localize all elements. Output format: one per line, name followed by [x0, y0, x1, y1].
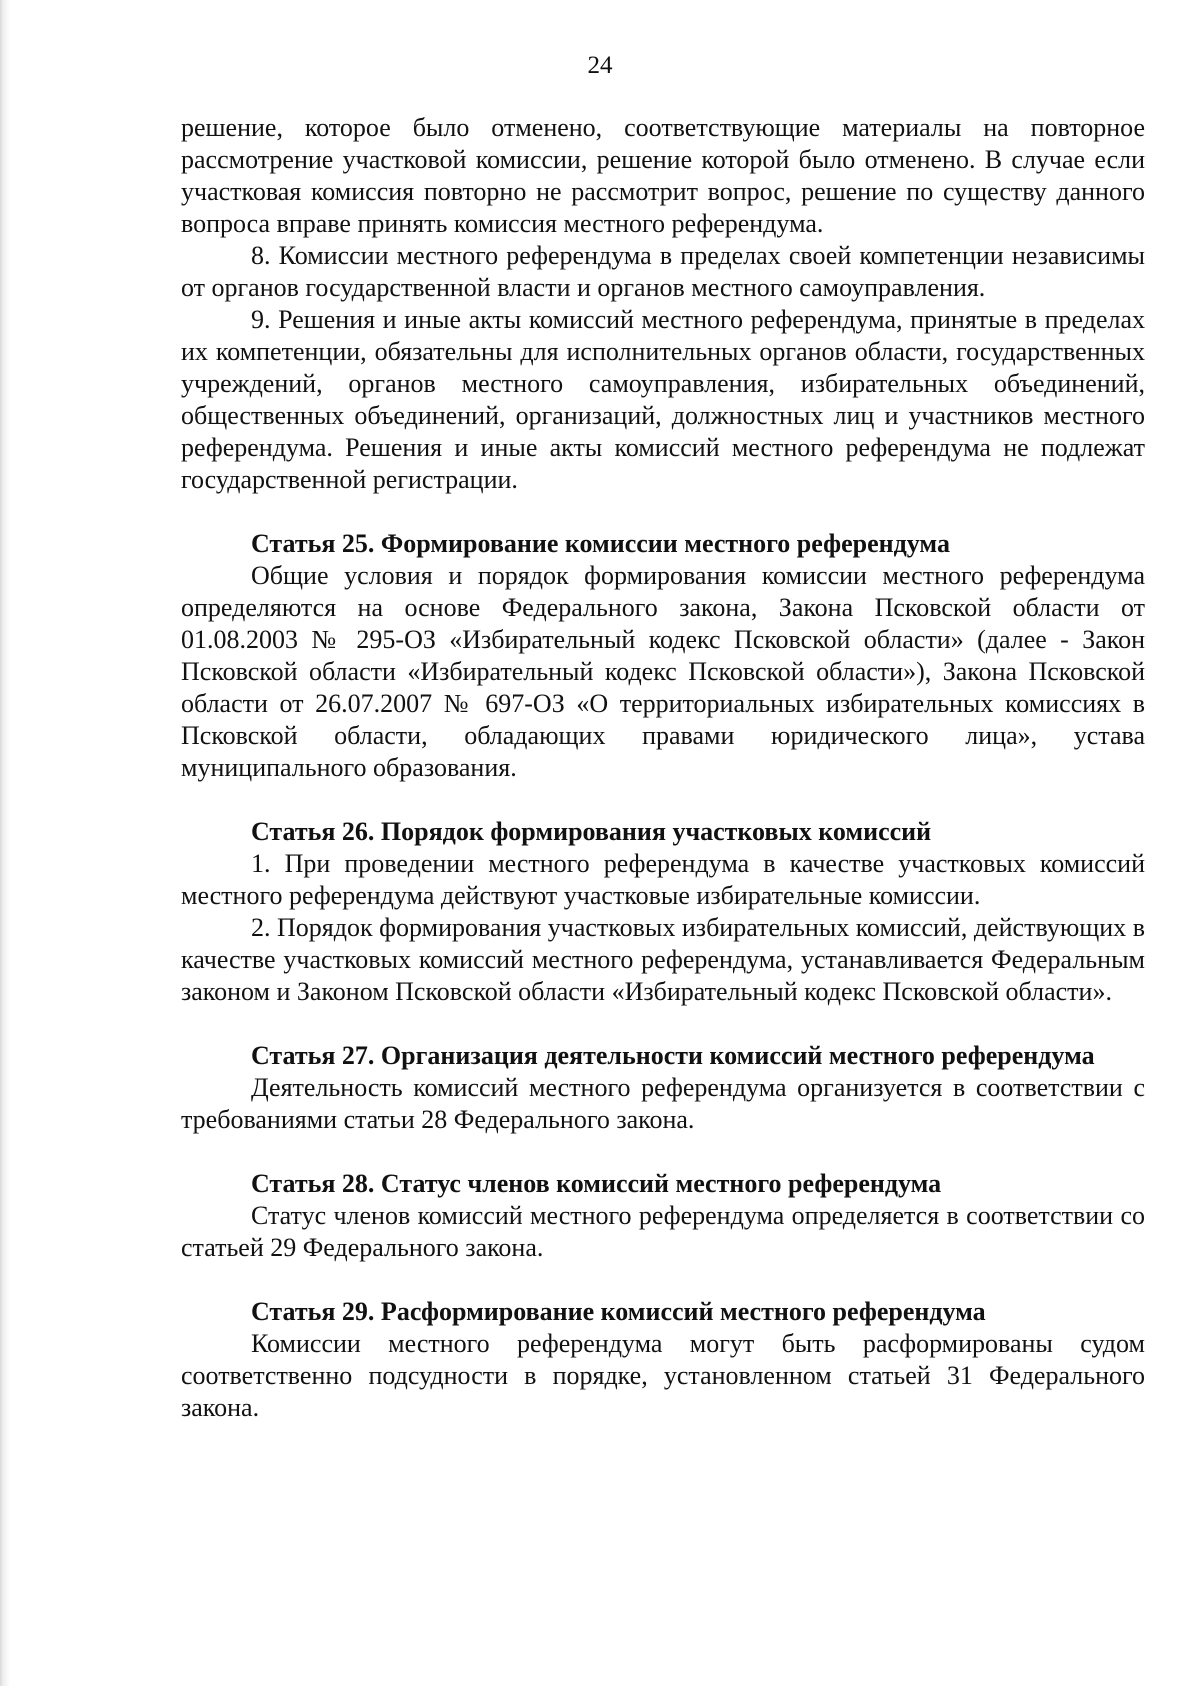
paragraph: Деятельность комиссий местного референдума организуется в соответствии с требованиями статьи 28 Федерального закона. [181, 1073, 1145, 1134]
section-gap [181, 1136, 1145, 1168]
article-heading: Статья 25. Формирование комиссии местного референдума [251, 529, 950, 558]
article-heading: Статья 28. Статус членов комиссий местного референдума [251, 1169, 942, 1198]
paragraph: решение, которое было отменено, соответствующие материалы на повторное рассмотрение участковой комиссии, решение которой было отменено. В случае если участковая комиссия повторно не рассмотрит вопрос, решение по существу данного вопроса вправе принять комиссия местного референдума. [181, 113, 1145, 238]
paragraph: 2. Порядок формирования участковых избирательных комиссий, действующих в качестве участковых комиссий местного референдума, устанавливается Федеральным законом и Законом Псковской области «Избирательный кодекс Псковской области». [181, 913, 1145, 1006]
article-heading: Статья 29. Расформирование комиссий местного референдума [251, 1297, 986, 1326]
document-body [181, 112, 1145, 1424]
paragraph: 9. Решения и иные акты комиссий местного референдума, принятые в пределах их компетенции, обязательны для исполнительных органов области, государственных учреждений, органов местного самоуправления, избирательных объединений, общественных объединений, организаций, должностных лиц и участников местного референдума. Решения и иные акты комиссий местного референдума не подлежат государственной регистрации. [181, 305, 1145, 494]
article-heading: Статья 26. Порядок формирования участковых комиссий [251, 817, 932, 846]
section-gap [181, 1008, 1145, 1040]
paragraph: 1. При проведении местного референдума в качестве участковых комиссий местного референдума действуют участковые избирательные комиссии. [181, 849, 1145, 910]
paragraph: Общие условия и порядок формирования комиссии местного референдума определяются на основе Федерального закона, Закона Псковской области от 01.08.2003 № 295-ОЗ «Избирательный кодекс Псковской области» (далее - Закон Псковской области «Избирательный кодекс Псковской области»), Закона Псковской области от 26.07.2007 № 697-ОЗ «О территориальных избирательных комиссиях в Псковской области, обладающих правами юридического лица», устава муниципального образования. [181, 561, 1145, 782]
section-gap [181, 1264, 1145, 1296]
paragraph: 8. Комиссии местного референдума в пределах своей компетенции независимы от органов государственной власти и органов местного самоуправления. [181, 241, 1145, 302]
page-number: 24 [587, 52, 613, 79]
article-heading: Статья 27. Организация деятельности комиссий местного референдума [251, 1041, 1095, 1070]
paragraph: Комиссии местного референдума могут быть расформированы судом соответственно подсудности в порядке, установленном статьей 31 Федерального закона. [181, 1329, 1145, 1422]
paragraph: Статус членов комиссий местного референдума определяется в соответствии со статьей 29 Федерального закона. [181, 1201, 1145, 1262]
section-gap [181, 496, 1145, 528]
section-gap [181, 784, 1145, 816]
scan-edge [0, 0, 10, 1686]
